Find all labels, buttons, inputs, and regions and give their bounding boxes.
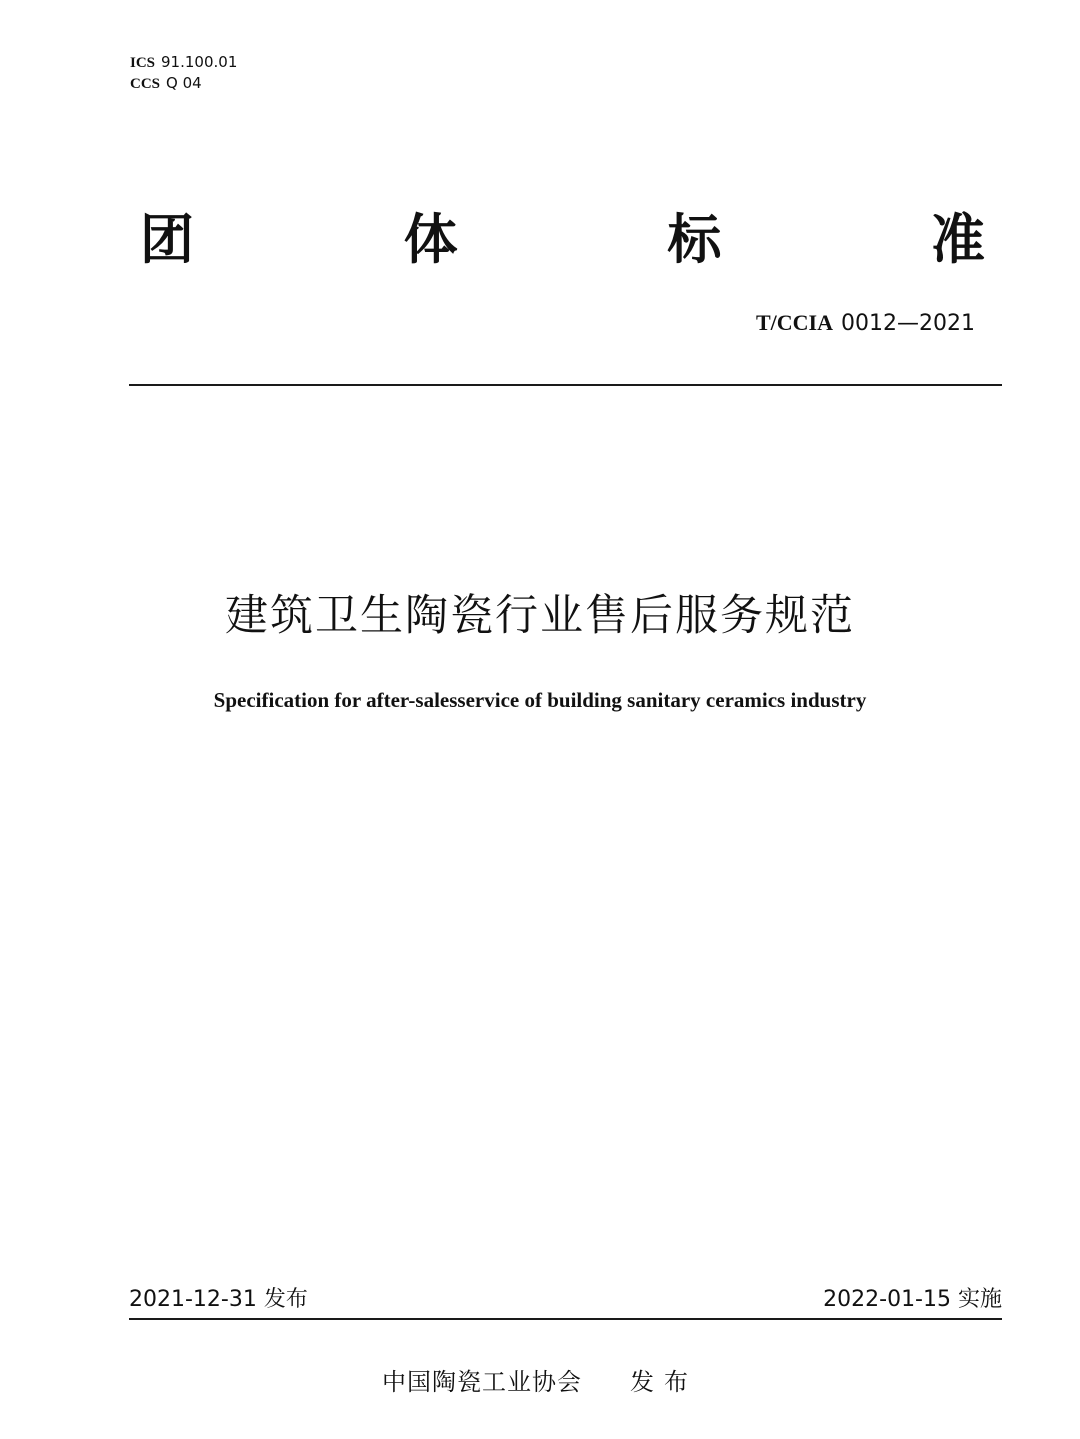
ics-value: 91.100.01 (161, 53, 238, 71)
ccs-value: Q 04 (166, 74, 202, 92)
publisher-action: 发布 (630, 1368, 698, 1396)
bottom-divider (129, 1318, 1002, 1320)
standard-number-value: 0012—2021 (841, 311, 975, 336)
standard-type-char-2: 体 (403, 208, 458, 271)
standard-type-char-1: 团 (140, 208, 194, 271)
classification-codes (130, 52, 237, 94)
document-title-english: Specification for after-salesservice of building sanitary ceramics industry (213, 688, 867, 712)
standard-type-char-4: 准 (930, 208, 985, 271)
top-divider (129, 384, 1002, 386)
ccs-label: CCS (130, 76, 161, 92)
publisher-organization: 中国陶瓷工业协会 (382, 1368, 582, 1396)
publisher-line (0, 1366, 1080, 1398)
standard-type-char-3: 标 (667, 208, 722, 271)
ccs-code (130, 73, 237, 94)
ics-code (130, 52, 237, 73)
document-title-chinese: 建筑卫生陶瓷行业售后服务规范 (225, 591, 855, 641)
standard-number-prefix: T/CCIA (756, 310, 834, 335)
issue-date: 2021-12-31 发布 (129, 1287, 308, 1312)
standard-number (756, 308, 975, 339)
standard-type-heading (140, 205, 985, 275)
ics-label: ICS (130, 55, 156, 71)
implementation-date: 2022-01-15 实施 (823, 1287, 1002, 1312)
